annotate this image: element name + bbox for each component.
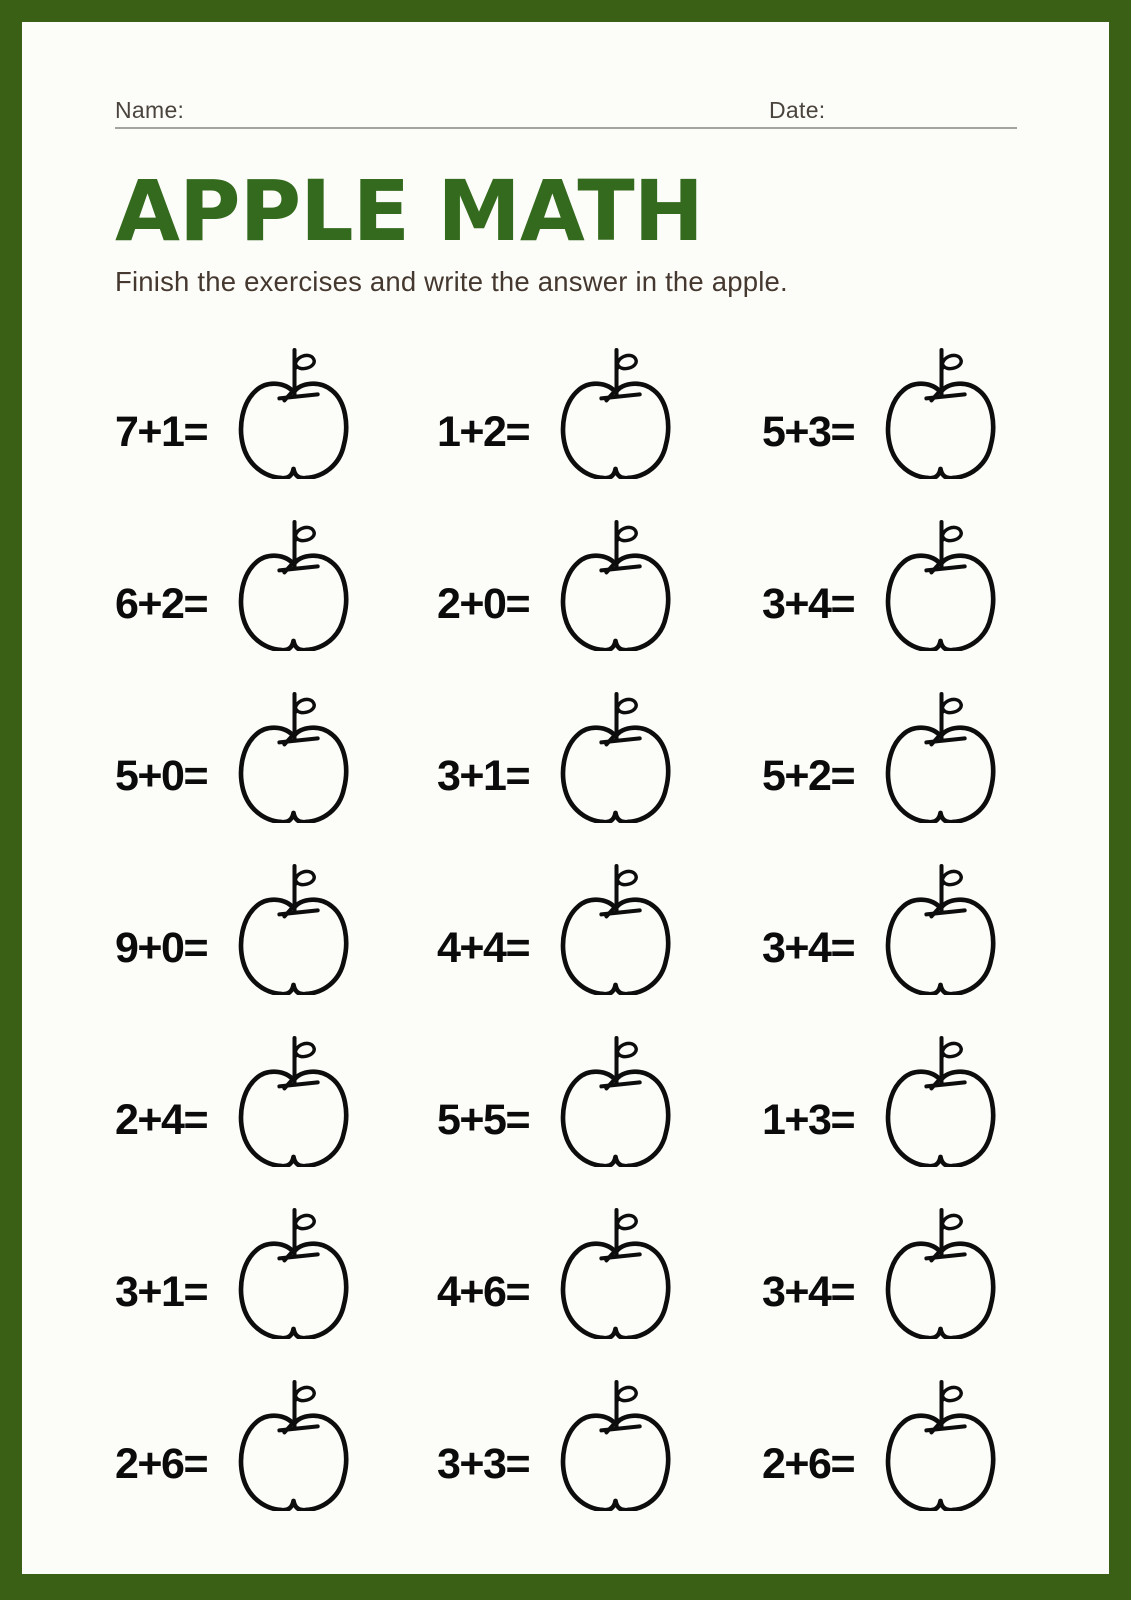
worksheet-sheet bbox=[22, 22, 1109, 1574]
problem-cell bbox=[437, 1206, 762, 1339]
problem-cell bbox=[762, 518, 1109, 651]
apple-outline-icon bbox=[557, 518, 673, 651]
problem-text: 2+4= bbox=[115, 1095, 208, 1144]
apple-outline-icon bbox=[882, 346, 998, 479]
problem-text: 3+4= bbox=[762, 579, 855, 628]
name-label: Name: bbox=[115, 97, 185, 123]
problem-text: 4+6= bbox=[437, 1267, 530, 1316]
problem-text: 5+5= bbox=[437, 1095, 530, 1144]
apple-outline-icon bbox=[235, 1378, 351, 1511]
problem-text: 3+3= bbox=[437, 1439, 530, 1488]
problem-text: 2+0= bbox=[437, 579, 530, 628]
apple-outline-icon bbox=[882, 690, 998, 823]
problem-cell bbox=[762, 1378, 1109, 1511]
apple-outline-icon bbox=[882, 1206, 998, 1339]
problem-cell bbox=[115, 1206, 437, 1339]
problem-text: 4+4= bbox=[437, 923, 530, 972]
problem-text: 5+3= bbox=[762, 407, 855, 456]
problem-text: 1+3= bbox=[762, 1095, 855, 1144]
apple-outline-icon bbox=[882, 518, 998, 651]
page-title: APPLE MATH bbox=[115, 162, 703, 260]
problem-text: 3+4= bbox=[762, 1267, 855, 1316]
problem-text: 3+1= bbox=[437, 751, 530, 800]
apple-outline-icon bbox=[557, 862, 673, 995]
problem-text: 1+2= bbox=[437, 407, 530, 456]
apple-outline-icon bbox=[557, 1034, 673, 1167]
problem-cell bbox=[437, 1034, 762, 1167]
problem-cell bbox=[115, 346, 437, 479]
apple-outline-icon bbox=[235, 1206, 351, 1339]
problem-text: 9+0= bbox=[115, 923, 208, 972]
apple-outline-icon bbox=[557, 1378, 673, 1511]
problem-text: 2+6= bbox=[115, 1439, 208, 1488]
problem-text: 3+4= bbox=[762, 923, 855, 972]
problem-cell bbox=[115, 690, 437, 823]
problem-cell bbox=[437, 1378, 762, 1511]
problem-cell bbox=[115, 1378, 437, 1511]
apple-outline-icon bbox=[235, 690, 351, 823]
problem-cell bbox=[762, 862, 1109, 995]
problem-text: 5+0= bbox=[115, 751, 208, 800]
problem-cell bbox=[437, 862, 762, 995]
problem-text: 6+2= bbox=[115, 579, 208, 628]
apple-outline-icon bbox=[882, 1378, 998, 1511]
problem-text: 3+1= bbox=[115, 1267, 208, 1316]
apple-outline-icon bbox=[882, 862, 998, 995]
apple-outline-icon bbox=[235, 518, 351, 651]
problem-cell bbox=[115, 862, 437, 995]
problems-grid bbox=[115, 346, 1109, 1511]
problem-cell bbox=[437, 346, 762, 479]
apple-outline-icon bbox=[235, 1034, 351, 1167]
problem-cell bbox=[437, 690, 762, 823]
page-subtitle: Finish the exercises and write the answer in the apple. bbox=[115, 266, 788, 297]
apple-outline-icon bbox=[235, 862, 351, 995]
problem-text: 5+2= bbox=[762, 751, 855, 800]
problem-cell bbox=[762, 690, 1109, 823]
problem-text: 7+1= bbox=[115, 407, 208, 456]
apple-outline-icon bbox=[557, 1206, 673, 1339]
problem-cell bbox=[762, 1034, 1109, 1167]
problem-cell bbox=[115, 1034, 437, 1167]
problem-text: 2+6= bbox=[762, 1439, 855, 1488]
problem-cell bbox=[762, 1206, 1109, 1339]
apple-outline-icon bbox=[557, 690, 673, 823]
apple-outline-icon bbox=[557, 346, 673, 479]
date-label: Date: bbox=[769, 97, 826, 123]
problem-cell bbox=[437, 518, 762, 651]
name-date-header bbox=[115, 98, 1017, 129]
apple-outline-icon bbox=[882, 1034, 998, 1167]
problem-cell bbox=[762, 346, 1109, 479]
problem-cell bbox=[115, 518, 437, 651]
apple-outline-icon bbox=[235, 346, 351, 479]
